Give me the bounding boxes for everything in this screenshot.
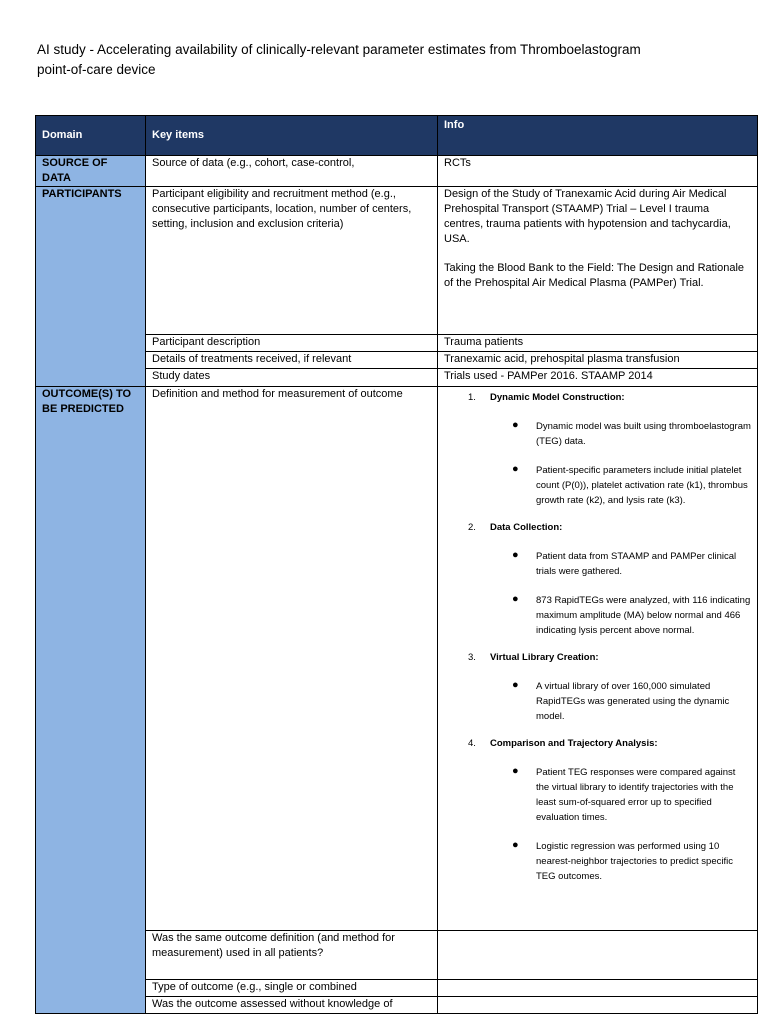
table-row [36,156,758,187]
method-steps-list [444,390,751,884]
bullet-text: Patient TEG responses were compared against the virtual library to identify trajectories with the least sum-of-squared error up to specified evaluation times. [536,767,736,823]
info-outcome-assessed [438,997,758,1014]
key-item-study-dates: Study dates [146,369,438,387]
bullet-icon: ● [512,419,519,431]
step-number: 1. [468,392,476,403]
bullet-text: Patient data from STAAMP and PAMPer clinical trials were gathered. [536,551,737,577]
bullet-icon: ● [512,839,519,851]
bullet-text: Logistic regression was performed using 10 nearest-neighbor trajectories to predict specific TEG outcomes. [536,841,733,882]
domain-outcomes: OUTCOME(S) TO BE PREDICTED [36,387,146,1014]
method-step [444,650,751,724]
header-domain: Domain [36,116,146,156]
step-title: Dynamic Model Construction: [490,392,625,403]
info-eligibility [438,187,758,335]
bullet-icon: ● [512,593,519,605]
bullet-icon: ● [512,765,519,777]
bullet-text: A virtual library of over 160,000 simulated RapidTEGs was generated using the dynamic model. [536,681,730,722]
step-bullets [490,679,751,724]
list-item [490,593,751,638]
bullet-text: Patient-specific parameters include initial platelet count (P(0)), platelet activation rate (k1), thrombus growth rate (k2), and lysis rate (k3). [536,465,748,506]
step-title: Comparison and Trajectory Analysis: [490,738,658,749]
table-header-row [36,116,758,156]
step-bullets [490,549,751,638]
key-item-participant-description: Participant description [146,335,438,352]
key-item-eligibility: Participant eligibility and recruitment method (e.g., consecutive participants, location, number of centers, setting, inclusion and exclusion criteria) [146,187,438,335]
key-item-source: Source of data (e.g., cohort, case-control, [146,156,438,187]
info-pamper-design: Taking the Blood Bank to the Field: The Design and Rationale of the Prehospital Air Medical Plasma (PAMPer) Trial. [444,262,745,289]
header-info: Info [438,116,758,156]
info-treatments: Tranexamic acid, prehospital plasma transfusion [438,352,758,369]
info-outcome-method [438,387,758,931]
key-item-outcome-definition: Definition and method for measurement of outcome [146,387,438,931]
checklist-table [35,115,758,1014]
bullet-icon: ● [512,463,519,475]
step-number: 2. [468,522,476,533]
step-number: 4. [468,738,476,749]
list-item [490,839,751,884]
table-row [36,387,758,931]
method-step [444,736,751,884]
step-title: Virtual Library Creation: [490,652,599,663]
step-title: Data Collection: [490,522,563,533]
step-number: 3. [468,652,476,663]
list-item [490,549,751,579]
key-item-outcome-type: Type of outcome (e.g., single or combined [146,980,438,997]
bullet-text: Dynamic model was built using thromboelastogram (TEG) data. [536,421,751,447]
domain-participants: PARTICIPANTS [36,187,146,387]
method-step [444,520,751,638]
header-key-items: Key items [146,116,438,156]
step-bullets [490,765,751,884]
step-bullets [490,419,751,508]
method-step [444,390,751,508]
info-outcome-type [438,980,758,997]
info-study-dates: Trials used - PAMPer 2016. STAAMP 2014 [438,369,758,387]
key-item-outcome-assessed: Was the outcome assessed without knowledge of [146,997,438,1014]
bullet-icon: ● [512,679,519,691]
bullet-icon: ● [512,549,519,561]
info-same-definition [438,931,758,980]
bullet-text: 873 RapidTEGs were analyzed, with 116 indicating maximum amplitude (MA) below normal and 466 indicating lysis percent above normal. [536,595,751,636]
domain-source-of-data: SOURCE OF DATA [36,156,146,187]
list-item [490,419,751,449]
info-staamp-design: Design of the Study of Tranexamic Acid during Air Medical Prehospital Transport (STAAMP) Trial – Level I trauma centres, trauma patients with hypotension and tachycardia, USA. [444,188,731,245]
info-participant-description: Trauma patients [438,335,758,352]
list-item [490,679,751,724]
list-item [490,463,751,508]
table-row [36,187,758,335]
key-item-same-definition: Was the same outcome definition (and method for measurement) used in all patients? [146,931,438,980]
info-source: RCTs [438,156,758,187]
list-item [490,765,751,825]
document-title: AI study - Accelerating availability of clinically-relevant parameter estimates from Thromboelastogram point-of-care device [37,42,641,77]
key-item-treatments: Details of treatments received, if relevant [146,352,438,369]
